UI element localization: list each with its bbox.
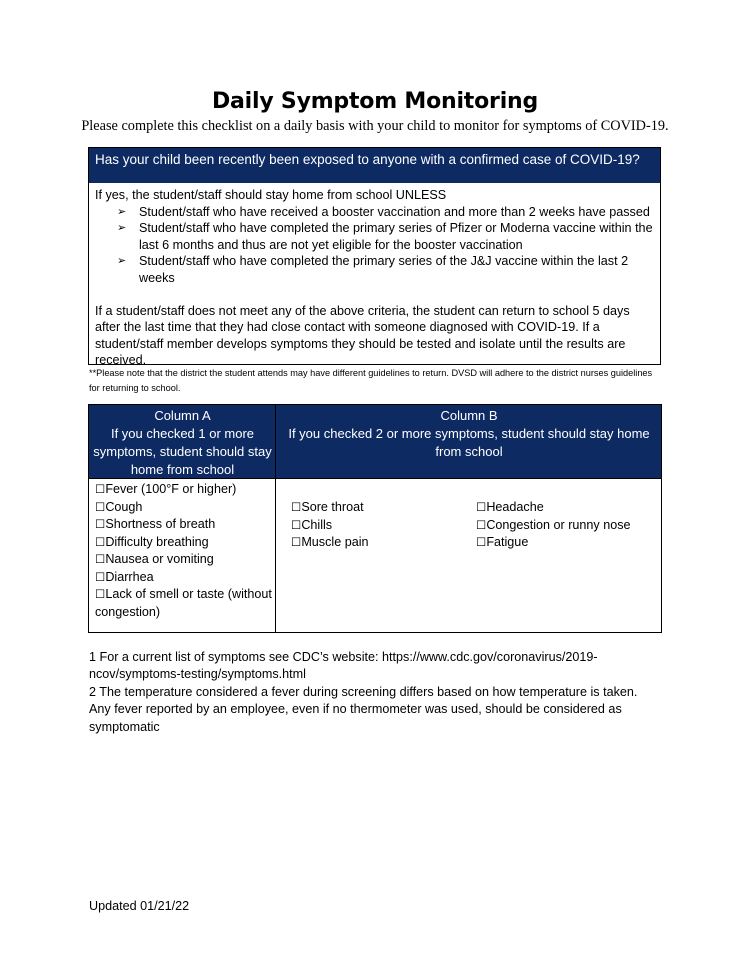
column-a-header <box>89 407 276 479</box>
page-title: Daily Symptom Monitoring <box>211 89 539 114</box>
exception-item: ➢ Student/staff who have completed the primary series of Pfizer or Moderna vaccine within the last 6 months and thus are not yet eligible for the booster vaccination <box>117 221 653 252</box>
column-b-symptoms-right <box>476 499 631 552</box>
symptom-checkbox-cough[interactable]: ☐Cough <box>95 499 143 514</box>
checkbox-icon[interactable]: ☐ <box>95 587 106 601</box>
checkbox-icon[interactable]: ☐ <box>95 569 106 584</box>
arrow-bullet-icon: ➢ <box>117 205 127 218</box>
footnote-2: 2 The temperature considered a fever during screening differs based on how temperature is taken. Any fever reported by an employee, even if no thermometer was used, should be considered as symptomatic <box>89 684 638 734</box>
symptom-checkbox-congestion[interactable]: ☐Congestion or runny nose <box>476 517 631 532</box>
checkbox-icon[interactable]: ☐ <box>291 517 302 532</box>
exposure-intro: If yes, the student/staff should stay home from school UNLESS <box>95 188 447 202</box>
symptom-checkbox-fatigue[interactable]: ☐Fatigue <box>476 535 529 549</box>
exposure-box <box>88 147 661 368</box>
exposure-body <box>89 183 660 369</box>
page-subtitle: Please complete this checklist on a daily basis with your child to monitor for symptoms of COVID-19. <box>81 118 669 134</box>
checkbox-icon[interactable]: ☐ <box>476 500 487 514</box>
footnotes <box>89 649 659 736</box>
column-divider <box>275 405 276 632</box>
column-b-title: Column B <box>440 408 498 423</box>
symptom-checkbox-fever[interactable]: ☐Fever (100°F or higher) <box>95 482 237 496</box>
exceptions-list <box>95 204 660 287</box>
checkbox-icon[interactable]: ☐ <box>95 517 106 531</box>
checkbox-icon[interactable]: ☐ <box>291 535 302 549</box>
exception-item: ➢ Student/staff who have received a booster vaccination and more than 2 weeks have passed <box>117 204 650 219</box>
symptom-table-header <box>89 405 661 478</box>
column-b-instruction: If you checked 2 or more symptoms, student should stay home from school <box>288 426 650 459</box>
column-a-symptoms <box>95 481 273 621</box>
symptom-checkbox-shortness-of-breath[interactable]: ☐Shortness of breath <box>95 517 216 531</box>
symptom-checkbox-diarrhea[interactable]: ☐Diarrhea <box>95 569 154 584</box>
arrow-bullet-icon: ➢ <box>117 255 127 268</box>
symptom-checkbox-nausea[interactable]: ☐Nausea or vomiting <box>95 552 214 566</box>
return-guidance: If a student/staff does not meet any of the above criteria, the student can return to school 5 days after the last time that they had close contact with someone diagnosed with COVID-19. If a student/staff member develops symptoms they should be tested and isolate until the results are received. <box>95 303 630 368</box>
header-divider <box>89 478 661 479</box>
checkbox-icon[interactable]: ☐ <box>95 499 106 514</box>
column-b-header <box>277 407 661 461</box>
updated-date: Updated 01/21/22 <box>89 899 190 913</box>
symptom-checkbox-chills[interactable]: ☐Chills <box>291 517 333 532</box>
arrow-bullet-icon: ➢ <box>117 222 127 235</box>
column-a-instruction: If you checked 1 or more symptoms, student should stay home from school <box>93 426 272 477</box>
district-note: **Please note that the district the student attends may have different guidelines to return. DVSD will adhere to the district nurses guidelines for returning to school. <box>89 368 653 393</box>
symptom-table <box>88 404 662 633</box>
column-a-title: Column A <box>154 408 211 423</box>
exposure-question: Has your child been recently been exposed to anyone with a confirmed case of COVID-19? <box>89 148 660 183</box>
exception-item: ➢ Student/staff who have completed the primary series of the J&J vaccine within the last 2 weeks <box>117 254 629 285</box>
symptom-checkbox-muscle-pain[interactable]: ☐Muscle pain <box>291 535 369 549</box>
checkbox-icon[interactable]: ☐ <box>95 482 106 496</box>
checkbox-icon[interactable]: ☐ <box>95 534 106 549</box>
checkbox-icon[interactable]: ☐ <box>476 517 487 532</box>
checkbox-icon[interactable]: ☐ <box>291 500 302 514</box>
symptom-checkbox-headache[interactable]: ☐Headache <box>476 500 544 514</box>
footnote-1: 1 For a current list of symptoms see CDC’s website: https://www.cdc.gov/coronavirus/2019-ncov/symptoms-testing/symptoms.html <box>89 650 598 682</box>
symptom-checkbox-sore-throat[interactable]: ☐Sore throat <box>291 500 364 514</box>
column-b-symptoms-left <box>291 499 369 552</box>
checkbox-icon[interactable]: ☐ <box>476 535 487 549</box>
symptom-checkbox-difficulty-breathing[interactable]: ☐Difficulty breathing <box>95 534 209 549</box>
checkbox-icon[interactable]: ☐ <box>95 552 106 566</box>
symptom-checkbox-lack-of-smell[interactable]: ☐Lack of smell or taste (without congestion) <box>95 587 272 619</box>
